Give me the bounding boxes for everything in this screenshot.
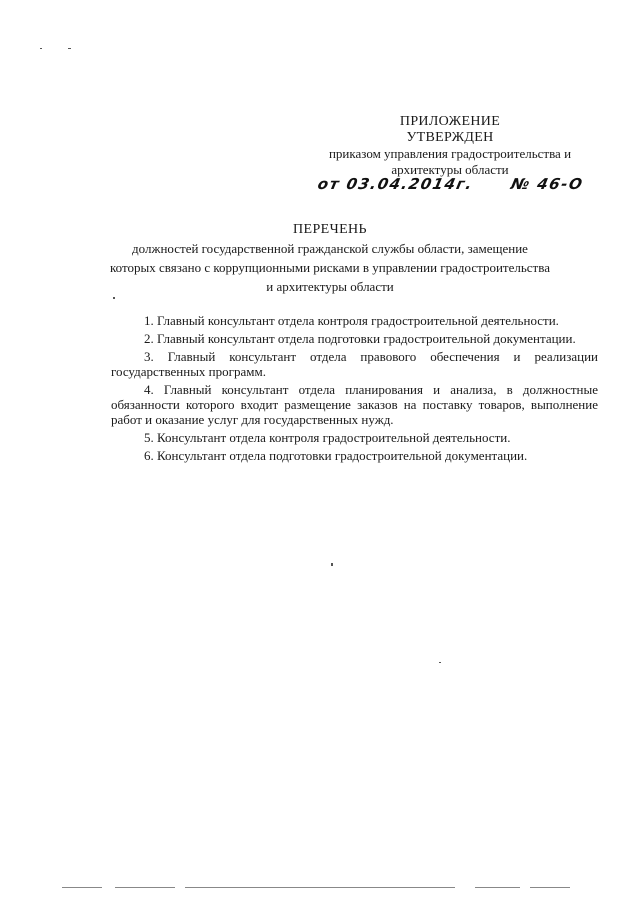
scan-speck [40, 48, 42, 49]
handwritten-date-number [316, 175, 585, 193]
list-item: 5. Консультант отдела контроля градостроительной деятельности. [144, 430, 511, 445]
scan-speck [113, 297, 115, 299]
order-line-1: приказом управления градостроительства и [328, 146, 572, 161]
title-subtitle-2: которых связано с коррупционными рисками в управлении градостроительства [110, 260, 550, 275]
document-title [100, 222, 560, 295]
scan-edge-line [475, 887, 520, 888]
approval-header [300, 114, 600, 178]
scan-speck [68, 48, 71, 49]
list-item: 4. Главный консультант отдела планирования и анализа, в должностные обязанности которого входит размещение заказов на поставку товаров, выполнение работ и оказание услуг для государственных нужд. [111, 382, 598, 427]
scan-edge-line [530, 887, 570, 888]
scan-edge-line [185, 887, 455, 888]
handwritten-date: от 03.04.2014г. [316, 175, 476, 193]
positions-list [111, 313, 598, 466]
title-subtitle-1: должностей государственной гражданской службы области, замещение [132, 241, 528, 256]
scan-speck [439, 662, 441, 663]
handwritten-number: № 46-О [509, 175, 586, 193]
list-item: 3. Главный консультант отдела правового обеспечения и реализации государственных программ. [111, 349, 598, 379]
list-item: 6. Консультант отдела подготовки градостроительной документации. [144, 448, 528, 463]
order-line-2: архитектуры области [391, 162, 509, 177]
list-item: 1. Главный консультант отдела контроля градостроительной деятельности. [144, 313, 559, 328]
title-main: ПЕРЕЧЕНЬ [293, 222, 367, 237]
title-subtitle-3: и архитектуры области [266, 279, 394, 294]
appendix-label: ПРИЛОЖЕНИЕ [399, 114, 501, 129]
list-item: 2. Главный консультант отдела подготовки градостроительной документации. [144, 331, 576, 346]
scan-edge-line [115, 887, 175, 888]
scan-edge-line [62, 887, 102, 888]
scan-speck [331, 563, 333, 566]
approved-label: УТВЕРЖДЕН [406, 130, 494, 145]
